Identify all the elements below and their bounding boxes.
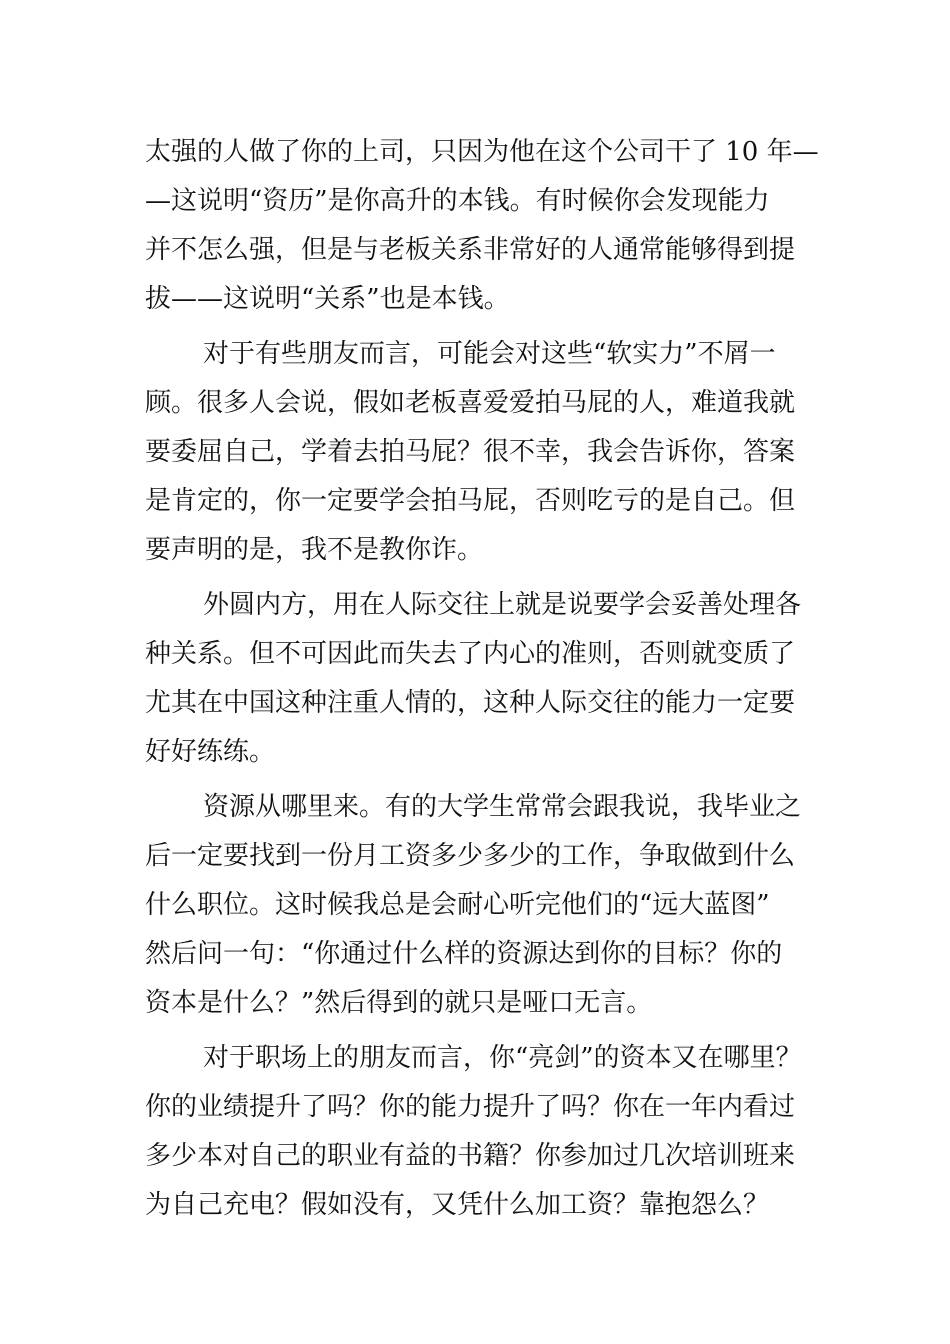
paragraph-5	[145, 1034, 810, 1230]
text-line: 尤其在中国这种注重人情的，这种人际交往的能力一定要	[145, 688, 796, 718]
text-line: 要委屈自己，学着去拍马屁？很不幸，我会告诉你，答案	[145, 437, 796, 467]
text-line: 要声明的是，我不是教你诈。	[145, 535, 484, 565]
text-line: 好好练练。	[145, 737, 276, 767]
document-body	[145, 128, 819, 1230]
paragraph-1	[145, 128, 819, 324]
text-line: 后一定要找到一份月工资多少多少的工作，争取做到什么	[145, 841, 796, 871]
text-line: 为自己充电？假如没有，又凭什么加工资？靠抱怨么？	[145, 1190, 770, 1220]
text-line: 然后问一句：“你通过什么样的资源达到你的目标？你的	[145, 939, 783, 969]
paragraph-2	[145, 330, 810, 575]
text-line: 对于有些朋友而言，可能会对这些“软实力”不屑一	[203, 339, 776, 369]
text-line: 你的业绩提升了吗？你的能力提升了吗？你在一年内看过	[145, 1092, 796, 1122]
paragraph-3	[145, 581, 810, 777]
text-line: 资本是什么？”然后得到的就只是哑口无言。	[145, 988, 653, 1018]
paragraph-4	[145, 783, 810, 1028]
text-line: 顾。很多人会说，假如老板喜爱爱拍马屁的人，难道我就	[145, 388, 796, 418]
text-line: 资源从哪里来。有的大学生常常会跟我说，我毕业之	[203, 792, 802, 822]
text-line: 太强的人做了你的上司，只因为他在这个公司干了 10 年—	[145, 137, 819, 167]
text-line: 拔——这说明“关系”也是本钱。	[145, 284, 510, 314]
text-line: 对于职场上的朋友而言，你“亮剑”的资本又在哪里？	[203, 1043, 802, 1073]
text-line: 是肯定的，你一定要学会拍马屁，否则吃亏的是自己。但	[145, 486, 796, 516]
text-line: 种关系。但不可因此而失去了内心的准则，否则就变质了	[145, 639, 796, 669]
text-line: 多少本对自己的职业有益的书籍？你参加过几次培训班来	[145, 1141, 796, 1171]
text-line: 外圆内方，用在人际交往上就是说要学会妥善处理各	[203, 590, 802, 620]
text-line: —这说明“资历”是你高升的本钱。有时候你会发现能力	[145, 186, 770, 216]
text-line: 什么职位。这时候我总是会耐心听完他们的“远大蓝图”	[145, 890, 770, 920]
text-line: 并不怎么强，但是与老板关系非常好的人通常能够得到提	[145, 235, 796, 265]
